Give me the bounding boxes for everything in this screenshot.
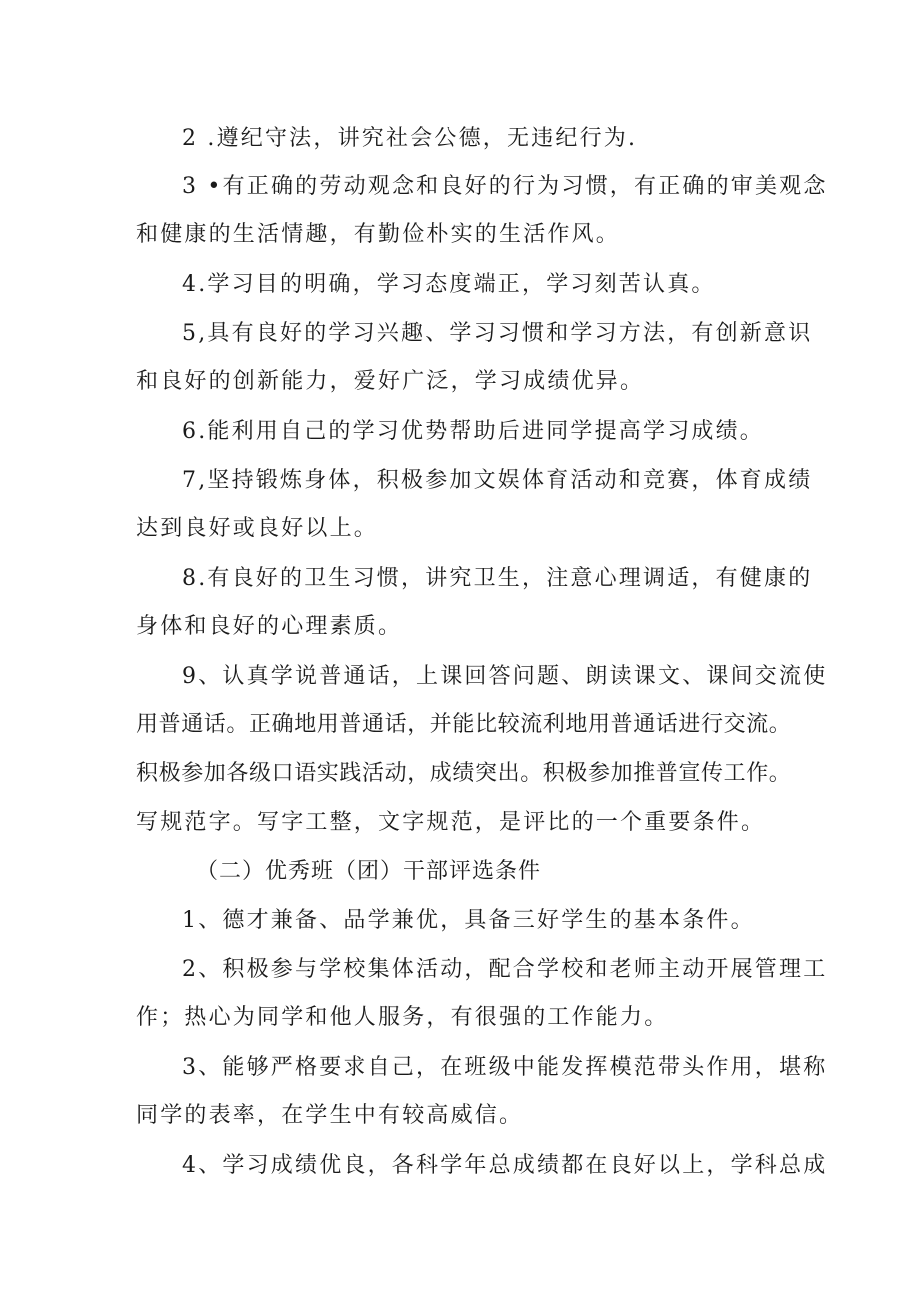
item-4-line: 4.学习目的明确，学习态度端正，学习刻苦认真。 bbox=[182, 272, 716, 297]
item-5-line-2: 和良好的创新能力，爱好广泛，学习成绩优异。 bbox=[136, 369, 645, 394]
section-heading: （二）优秀班（团）干部评选条件 bbox=[196, 859, 542, 884]
item-8-line-1: 8.有良好的卫生习惯，讲究卫生，注意心理调适，有健康的 bbox=[182, 566, 813, 591]
cadre-item-3-line-2: 同学的表率，在学生中有较高威信。 bbox=[136, 1103, 524, 1128]
item-6-line: 6.能利用自己的学习优势帮助后进同学提高学习成绩。 bbox=[182, 419, 764, 444]
item-5-line-1: 5,具有良好的学习兴趣、学习习惯和学习方法，有创新意识 bbox=[182, 321, 813, 346]
item-3-line-1: 3 •有正确的劳动观念和良好的行为习惯，有正确的审美观念 bbox=[182, 174, 828, 199]
cadre-item-2-line-1: 2、积极参与学校集体活动，配合学校和老师主动开展管理工 bbox=[182, 957, 828, 982]
item-7-line-2: 达到良好或良好以上。 bbox=[136, 516, 379, 541]
cadre-item-1-line: 1、德才兼备、品学兼优，具备三好学生的基本条件。 bbox=[182, 908, 755, 933]
item-8-line-2: 身体和良好的心理素质。 bbox=[136, 614, 403, 639]
item-9-line-4: 写规范字。写字工整，文字规范，是评比的一个重要条件。 bbox=[136, 810, 766, 835]
cadre-item-4-line-1: 4、学习成绩优良，各科学年总成绩都在良好以上，学科总成 bbox=[182, 1153, 828, 1178]
cadre-item-3-line-1: 3、能够严格要求自己，在班级中能发挥模范带头作用，堪称 bbox=[182, 1055, 828, 1080]
item-7-line-1: 7,坚持锻炼身体，积极参加文娱体育活动和竞赛，体育成绩 bbox=[182, 468, 813, 493]
item-9-line-1: 9、认真学说普通话，上课回答问题、朗读课文、课间交流使 bbox=[182, 664, 828, 689]
item-9-line-3: 积极参加各级口语实践活动，成绩突出。积极参加推普宣传工作。 bbox=[136, 761, 792, 786]
item-9-line-2: 用普通话。正确地用普通话，并能比较流利地用普通话进行交流。 bbox=[136, 712, 792, 737]
item-2-line: 2 .遵纪守法，讲究社会公德，无违纪行为. bbox=[182, 126, 638, 151]
cadre-item-2-line-2: 作；热心为同学和他人服务，有很强的工作能力。 bbox=[136, 1005, 669, 1030]
item-3-line-2: 和健康的生活情趣，有勤俭朴实的生活作风。 bbox=[136, 222, 621, 247]
